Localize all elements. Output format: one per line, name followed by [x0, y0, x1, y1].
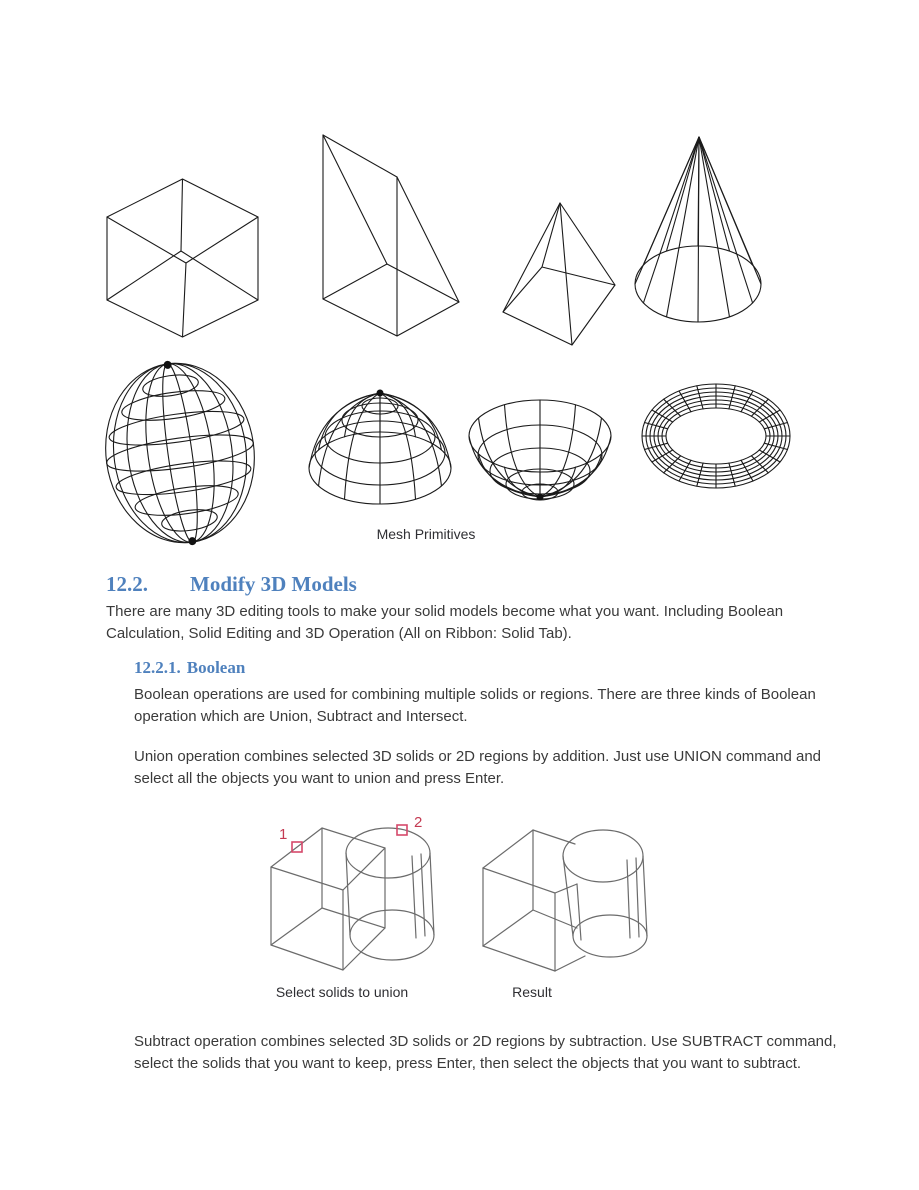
box-wireframe-icon: [107, 179, 258, 337]
paragraph-intro-line2: Calculation, Solid Editing and 3D Operation (All on Ribbon: Solid Tab).: [106, 624, 572, 642]
paragraph-union-line2: select all the objects you want to union and press Enter.: [134, 769, 505, 787]
caption-mesh-primitives: Mesh Primitives: [376, 526, 476, 542]
section-heading: [106, 572, 357, 597]
paragraph-boolean-line1: Boolean operations are used for combining multiple solids or regions. There are three kinds of Boolean: [134, 686, 816, 703]
union-marker-1-label: 1: [279, 826, 288, 843]
sphere-wireframe-icon: [94, 351, 266, 547]
paragraph-union: [134, 746, 821, 789]
paragraph-union-line1: Union operation combines selected 3D solids or 2D regions by addition. Just use UNION command and: [134, 748, 822, 765]
pyramid-wireframe-icon: [503, 203, 615, 345]
union-figure-canvas: [255, 810, 655, 980]
paragraph-boolean: [134, 684, 816, 727]
subsection-heading: [134, 658, 245, 678]
wedge-wireframe-icon: [323, 135, 459, 336]
paragraph-subtract-line1: Subtract operation combines selected 3D solids or 2D regions by subtraction. Use SUBTRACT command,: [134, 1033, 837, 1050]
subsection-title: Boolean: [186, 658, 246, 677]
paragraph-intro: [106, 601, 783, 644]
caption-result: Result: [512, 984, 552, 1000]
caption-select-solids-to-union: Select solids to union: [275, 984, 409, 1000]
section-number: 12.2.: [106, 572, 148, 596]
cone-wireframe-icon: [635, 137, 761, 322]
section-title: Modify 3D Models: [190, 572, 357, 596]
subsection-number: 12.2.1.: [134, 658, 181, 677]
figure-union-operation: [255, 810, 655, 980]
union-select-drawing: [271, 828, 434, 970]
figure-mesh-primitives: [90, 115, 800, 547]
dish-wireframe-icon: [469, 400, 611, 501]
union-marker-2-label: 2: [414, 814, 423, 831]
paragraph-intro-line1: There are many 3D editing tools to make your solid models become what you want. Including Boolean: [106, 603, 784, 620]
paragraph-subtract: [134, 1031, 837, 1074]
dome-wireframe-icon: [309, 390, 451, 505]
mesh-primitives-canvas: [90, 115, 800, 547]
torus-wireframe-icon: [642, 384, 790, 488]
union-result-drawing: [483, 830, 647, 971]
paragraph-subtract-line2: select the solids that you want to keep, press Enter, then select the objects that you want to subtract.: [134, 1054, 802, 1072]
paragraph-boolean-line2: operation which are Union, Subtract and Intersect.: [134, 707, 468, 725]
